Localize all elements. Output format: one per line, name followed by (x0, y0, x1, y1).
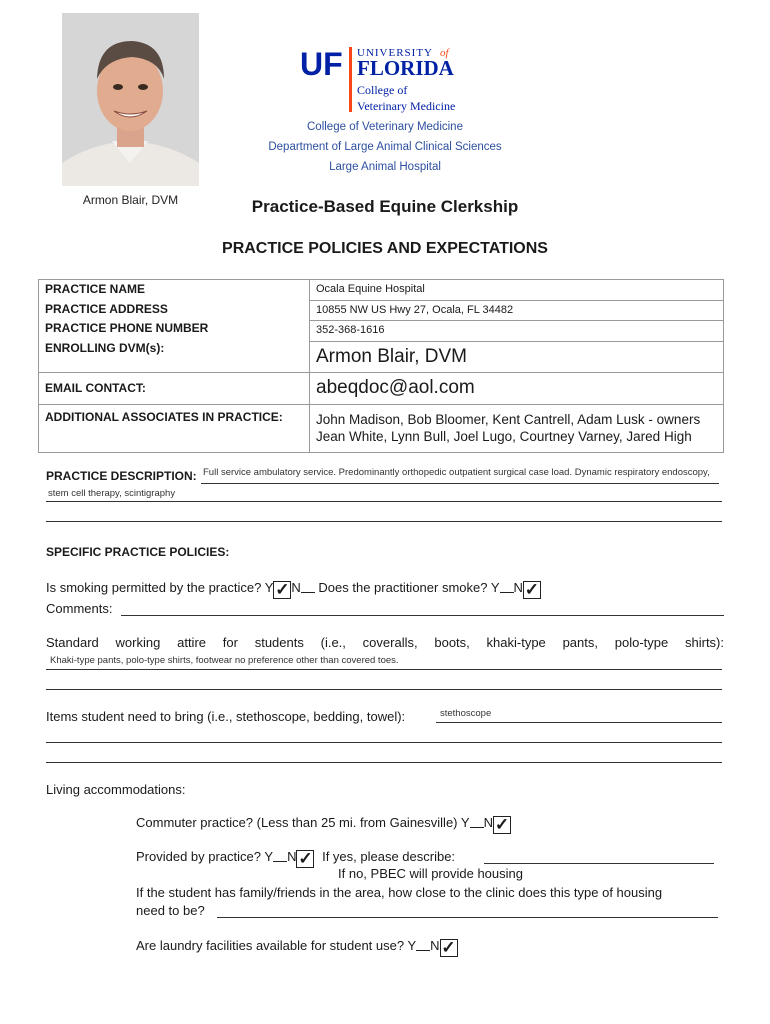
practice-phone-label: PRACTICE PHONE NUMBER (45, 321, 209, 335)
smoking-no-blank[interactable] (301, 580, 315, 593)
smoking-no-label: N (291, 580, 301, 595)
practice-name-label: PRACTICE NAME (45, 282, 146, 296)
associates-line-1: John Madison, Bob Bloomer, Kent Cantrell, Adam Lusk - owners (316, 411, 701, 427)
practice-phone-field[interactable]: 352-368-1616 (310, 321, 724, 342)
attire-field[interactable]: Khaki-type pants, polo-type shirts, footwear no preference other than covered toes. (50, 655, 399, 666)
if-no-note: If no, PBEC will provide housing (338, 866, 523, 881)
laundry-no-checkbox[interactable]: ✓ (441, 938, 456, 957)
laundry-no-label: N (430, 938, 440, 953)
description-line-2[interactable]: stem cell therapy, scintigraphy (48, 488, 176, 499)
practice-address-label: PRACTICE ADDRESS (45, 301, 168, 316)
description-line-1[interactable]: Full service ambulatory service. Predominantly orthopedic outpatient surgical case load. Dynamic respiratory endoscopy, (203, 467, 710, 478)
commuter-question: Commuter practice? (Less than 25 mi. from Gainesville) Y (136, 815, 470, 830)
if-yes-label: If yes, please describe: (322, 849, 456, 864)
family-distance-field[interactable] (217, 917, 718, 918)
provided-no-label: N (287, 849, 297, 864)
items-underline-1 (436, 722, 722, 723)
laundry-yes-blank[interactable] (416, 938, 430, 951)
practitioner-question: Does the practitioner smoke? Y (318, 580, 500, 595)
attire-underline-2 (46, 689, 722, 690)
comments-label: Comments: (46, 601, 113, 616)
uf-univ-text: UNIVERSITY (357, 47, 433, 59)
practice-info-table (38, 279, 724, 453)
smoking-question: Is smoking permitted by the practice? Y (46, 580, 274, 595)
provided-no-checkbox[interactable]: ✓ (298, 849, 313, 868)
description-underline-1 (201, 483, 719, 484)
items-field[interactable]: stethoscope (440, 708, 492, 719)
enrolling-dvm-label: ENROLLING DVM(s): (45, 340, 165, 355)
family-question-line-1: If the student has family/friends in the area, how close to the clinic does this type of housing (136, 885, 663, 900)
commuter-yes-blank[interactable] (470, 815, 484, 828)
uf-mark: UF (300, 46, 343, 82)
laundry-row (136, 938, 458, 957)
attire-underline-1 (46, 669, 722, 670)
provided-question: Provided by practice? Y (136, 849, 274, 864)
smoking-yes-checkbox[interactable]: ✓ (275, 580, 290, 599)
commuter-row (136, 815, 511, 834)
items-label: Items student need to bring (i.e., stethoscope, bedding, towel): (46, 709, 406, 724)
header-line-3: Large Animal Hospital (329, 161, 441, 173)
practitioner-no-checkbox[interactable]: ✓ (524, 580, 540, 599)
header-line-1: College of Veterinary Medicine (307, 121, 463, 133)
living-heading: Living accommodations: (46, 782, 186, 797)
family-question-line-2: need to be? (136, 903, 205, 918)
items-underline-3 (46, 762, 722, 763)
attire-label: Standard working attire for students (i.e., coveralls, boots, khaki-type pants, polo-type shirts): (46, 635, 724, 650)
email-field[interactable]: abeqdoc@aol.com (310, 372, 724, 404)
policies-heading: SPECIFIC PRACTICE POLICIES: (46, 545, 230, 559)
commuter-no-checkbox[interactable]: ✓ (494, 815, 510, 834)
if-yes-field[interactable] (484, 863, 714, 864)
comments-field[interactable] (121, 615, 724, 616)
page-title: Practice-Based Equine Clerkship (251, 197, 519, 216)
commuter-no-label: N (483, 815, 493, 830)
uf-of-text: of (440, 47, 449, 59)
uf-college-line1: College of (357, 83, 408, 97)
description-label: PRACTICE DESCRIPTION: (46, 469, 197, 483)
uf-college-line2: Veterinary Medicine (357, 99, 456, 113)
laundry-question: Are laundry facilities available for student use? Y (136, 938, 417, 953)
items-underline-2 (46, 742, 722, 743)
header-line-2: Department of Large Animal Clinical Sciences (268, 141, 502, 153)
smoking-row (46, 580, 541, 599)
uf-florida-text: FLORIDA (357, 56, 454, 80)
practice-address-field[interactable]: 10855 NW US Hwy 27, Ocala, FL 34482 (310, 300, 724, 321)
provided-yes-blank[interactable] (273, 849, 287, 862)
photo-caption: Armon Blair, DVM (82, 193, 179, 207)
practitioner-no-label: N (513, 580, 523, 595)
email-label: EMAIL CONTACT: (39, 372, 310, 404)
page-subtitle: PRACTICE POLICIES AND EXPECTATIONS (222, 240, 548, 257)
practice-name-field[interactable]: Ocala Equine Hospital (310, 280, 724, 301)
enrolling-dvm-field[interactable]: Armon Blair, DVM (310, 341, 724, 372)
uf-logo (300, 44, 470, 123)
practitioner-yes-blank[interactable] (500, 580, 514, 593)
associates-label: ADDITIONAL ASSOCIATES IN PRACTICE: (39, 404, 310, 452)
associates-line-2: Jean White, Lynn Bull, Joel Lugo, Courtney Varney, Jared High (316, 428, 692, 444)
associates-field[interactable] (310, 404, 724, 452)
description-underline-3 (46, 521, 722, 522)
description-underline-2 (46, 501, 722, 502)
